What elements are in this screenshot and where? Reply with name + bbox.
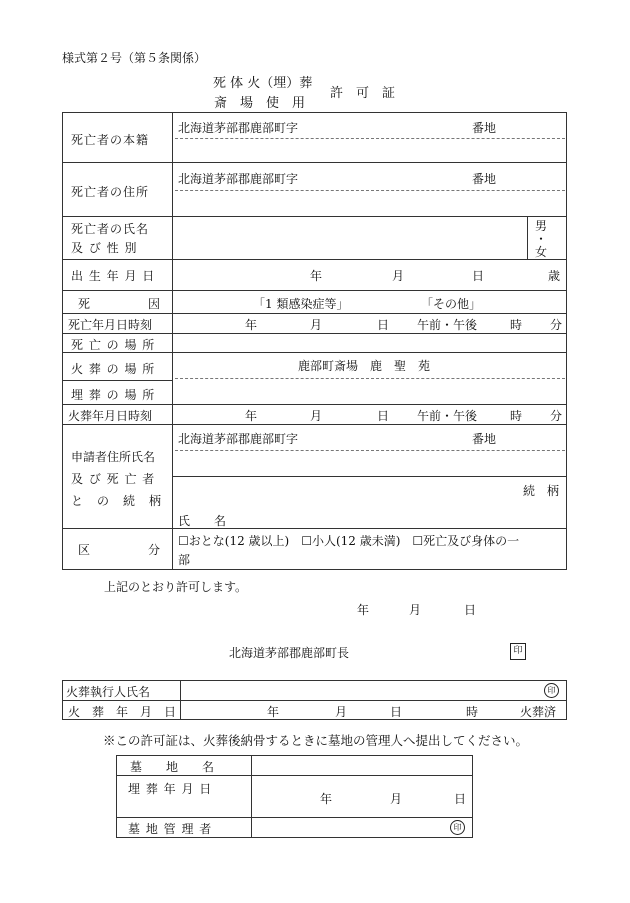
label-grave-name: 墓 地 名: [130, 760, 215, 774]
cause-option-1: 「1 類感染症等」: [253, 297, 349, 311]
applicant-prefix: 北海道茅部郡鹿部町字: [178, 432, 299, 446]
label-applicant-3: と の 続 柄: [71, 494, 163, 508]
approval-year: 年: [357, 603, 370, 617]
category-options-wrap: 部: [178, 553, 191, 567]
death-month: 月: [310, 318, 323, 332]
label-burial-date: 埋 葬 年 月 日: [128, 782, 213, 796]
burial-month: 月: [390, 792, 403, 806]
label-death-datetime: 死亡年月日時刻: [68, 318, 153, 332]
cremation-month: 月: [310, 409, 323, 423]
death-day: 日: [377, 318, 390, 332]
mayor-seal: 印: [510, 643, 526, 660]
birth-age: 歳: [548, 269, 561, 283]
death-hour: 時: [510, 318, 523, 332]
birth-year: 年: [310, 269, 323, 283]
exec-day: 日: [390, 705, 403, 719]
label-death-place: 死 亡 の 場 所: [71, 338, 156, 352]
address-suffix: 番地: [472, 172, 497, 186]
note-text: ※この許可証は、火葬後納骨するときに墓地の管理人へ提出してください。: [103, 733, 529, 748]
applicant-suffix: 番地: [472, 432, 497, 446]
label-birth: 出 生 年 月 日: [71, 269, 156, 283]
grave-manager-seal: 印: [450, 820, 465, 835]
cremation-hour: 時: [510, 409, 523, 423]
cremation-day: 日: [377, 409, 390, 423]
approval-month: 月: [409, 603, 422, 617]
applicant-name: 氏 名: [178, 514, 227, 528]
exec-month: 月: [335, 705, 348, 719]
cremation-place-value: 鹿部町斎場 鹿 聖 苑: [298, 359, 431, 373]
cremation-minute: 分: [550, 409, 563, 423]
mayor-title: 北海道茅部郡鹿部町長: [229, 646, 350, 660]
label-applicant-2: 及 び 死 亡 者: [71, 472, 156, 486]
exec-done: 火葬済: [520, 705, 557, 719]
birth-day: 日: [472, 269, 485, 283]
honseki-suffix: 番地: [472, 121, 497, 135]
death-year: 年: [245, 318, 258, 332]
burial-year: 年: [320, 792, 333, 806]
label-burial-place: 埋 葬 の 場 所: [71, 388, 156, 402]
approval-text: 上記のとおり許可します。: [104, 580, 248, 594]
burial-day: 日: [454, 792, 467, 806]
label-address: 死亡者の住所: [71, 185, 150, 199]
label-honseki: 死亡者の本籍: [71, 133, 150, 147]
label-category-1: 区: [78, 543, 92, 557]
label-cremation-date: 火 葬 年 月 日: [68, 705, 177, 719]
applicant-relation: 続 柄: [523, 484, 560, 498]
honseki-prefix: 北海道茅部郡鹿部町字: [178, 121, 299, 135]
title-line-bottom: 斎 場 使 用: [214, 96, 306, 111]
category-options: ☐おとな(12 歳以上) ☐小人(12 歳未満) ☐死亡及び身体の一: [178, 534, 520, 548]
label-executor: 火葬執行人氏名: [66, 685, 151, 699]
label-category-2: 分: [148, 543, 162, 557]
exec-year: 年: [267, 705, 280, 719]
label-grave-manager: 墓 地 管 理 者: [128, 822, 213, 836]
cause-option-2: 「その他」: [421, 297, 482, 311]
label-cause-2: 因: [148, 297, 162, 311]
death-minute: 分: [550, 318, 563, 332]
gender-female: 女: [535, 245, 548, 259]
exec-hour: 時: [466, 705, 479, 719]
label-name: 死亡者の氏名: [71, 222, 150, 236]
executor-seal: 印: [544, 683, 559, 698]
title-line-top: 死 体 火（埋）葬: [213, 76, 313, 91]
approval-day: 日: [464, 603, 477, 617]
birth-month: 月: [392, 269, 405, 283]
cremation-year: 年: [245, 409, 258, 423]
address-prefix: 北海道茅部郡鹿部町字: [178, 172, 299, 186]
label-applicant-1: 申請者住所氏名: [71, 450, 156, 464]
label-cremation-place: 火 葬 の 場 所: [71, 362, 156, 376]
form-number: 様式第２号（第５条関係）: [62, 51, 207, 65]
cremation-ampm: 午前・午後: [417, 409, 478, 423]
label-gender: 及 び 性 別: [71, 241, 138, 255]
label-cause-1: 死: [78, 297, 92, 311]
gender-dot: ・: [535, 232, 548, 246]
death-ampm: 午前・午後: [417, 318, 478, 332]
gender-male: 男: [535, 219, 548, 233]
label-cremation-datetime: 火葬年月日時刻: [68, 409, 153, 423]
title-right: 許 可 証: [330, 86, 396, 101]
